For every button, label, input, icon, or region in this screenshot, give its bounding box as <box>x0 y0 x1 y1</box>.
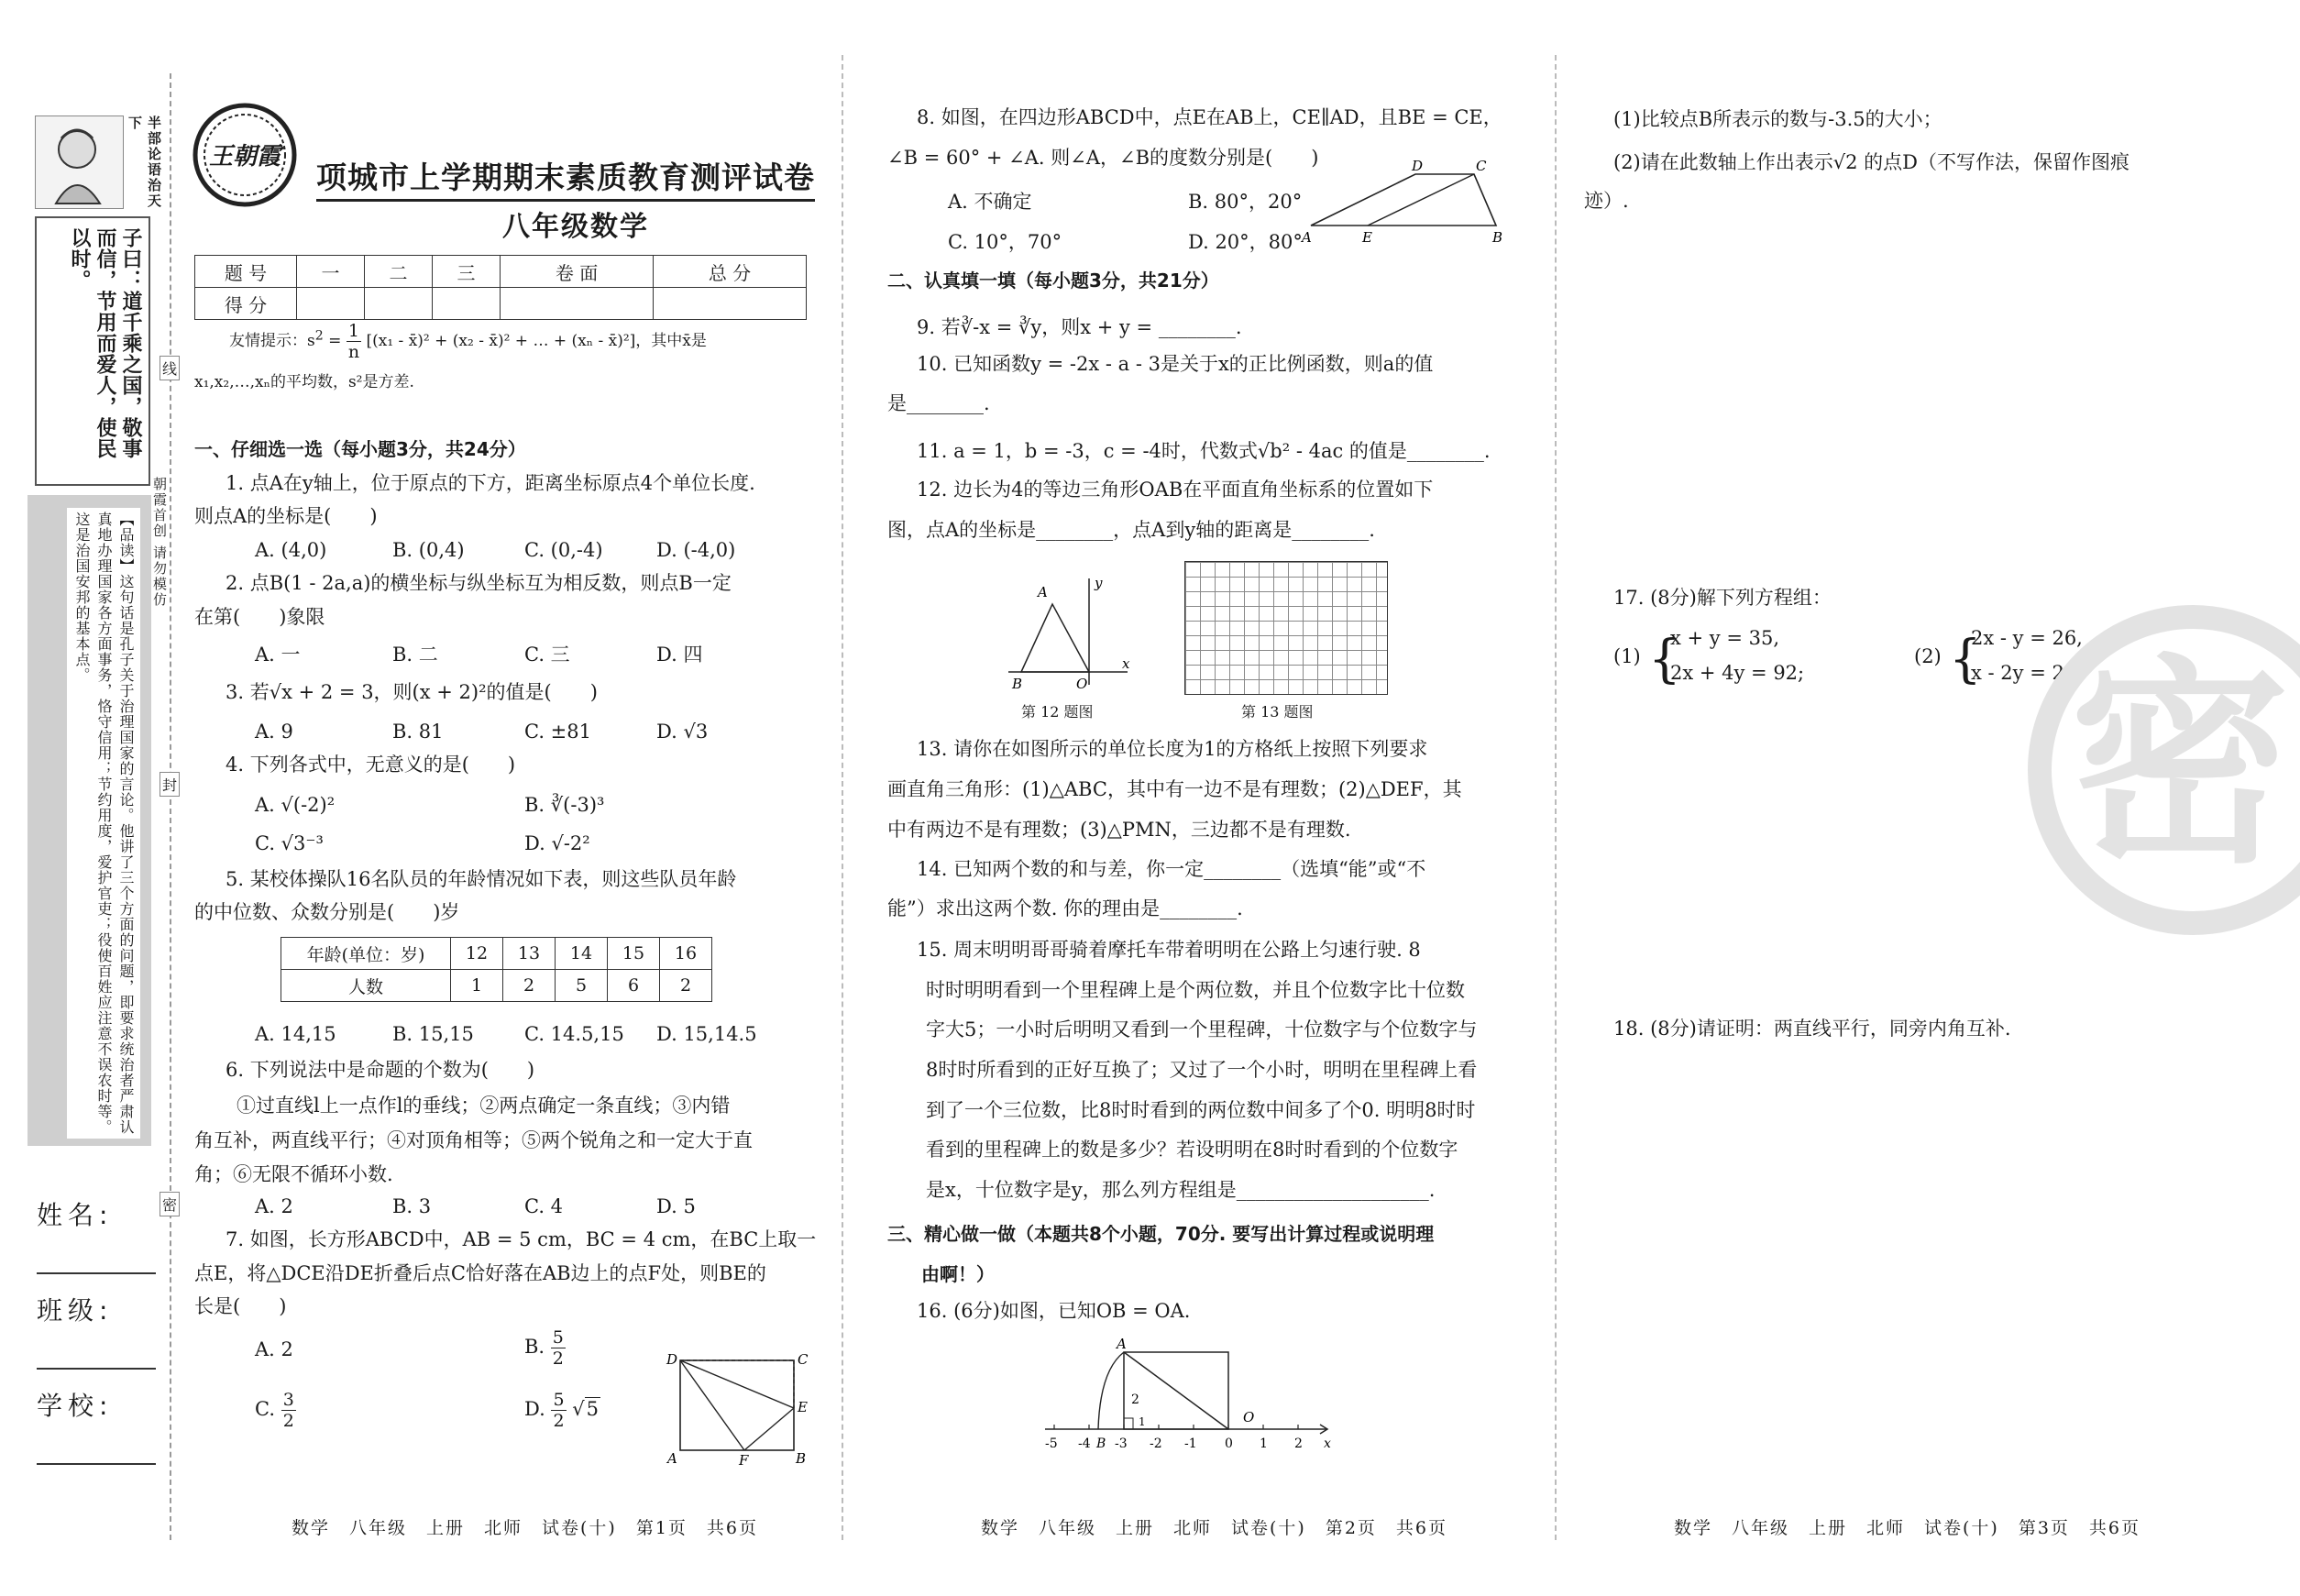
q6-stem: 6. 下列说法中是命题的个数为( ) <box>226 1059 535 1081</box>
q7-line-a: 7. 如图，长方形ABCD中，AB = 5 cm，BC = 4 cm，在BC上取一 <box>226 1228 817 1250</box>
score-table <box>194 255 807 320</box>
fig12-label-a: A <box>1038 584 1048 600</box>
score-head-2: 二 <box>365 256 433 288</box>
q8-option-b[interactable]: B. 80°，20° <box>1188 191 1303 213</box>
q5-line-a: 5. 某校体操队16名队员的年龄情况如下表，则这些队员年龄 <box>226 868 737 890</box>
age-count-13: 2 <box>503 970 556 1002</box>
q15-line-a: 15. 周末明明哥哥骑着摩托车带着明明在公路上匀速行驶. 8 <box>917 939 1421 961</box>
fig7-label-e: E <box>798 1399 808 1415</box>
q6-option-b[interactable]: B. 3 <box>392 1195 432 1217</box>
age-head-12: 12 <box>451 938 503 970</box>
class-field[interactable] <box>37 1291 156 1370</box>
q12-line-a: 12. 边长为4的等边三角形OAB在平面直角坐标系的位置如下 <box>917 479 1434 501</box>
q6-line-b: ①过直线l上一点作l的垂线；②两点确定一条直线；③内错 <box>237 1095 731 1117</box>
q14-line-b: 能”）求出这两个数. 你的理由是________. <box>887 897 1243 919</box>
q9: 9. 若∛-x = ∛y，则x + y = ________. <box>917 316 1242 338</box>
q13-line-c: 中有两边不是有理数；(3)△PMN，三边都不是有理数. <box>887 819 1351 841</box>
fig16-label-o: O <box>1243 1409 1255 1425</box>
q3-stem: 3. 若√x + 2 = 3，则(x + 2)²的值是( ) <box>226 681 598 703</box>
q11: 11. a = 1，b = -3，c = -4时，代数式√b² - 4ac 的值是________. <box>917 440 1491 462</box>
q16-part-2b: 迹）. <box>1584 190 1629 212</box>
q7-line-c: 长是( ) <box>194 1295 287 1317</box>
q13-line-a: 13. 请你在如图所示的单位长度为1的方格纸上按照下列要求 <box>917 738 1428 760</box>
fig16-number-line <box>1036 1334 1338 1453</box>
q2-option-b[interactable]: B. 二 <box>392 644 438 666</box>
sidebar-portrait <box>35 116 124 209</box>
q6-line-d: 角；⑥无限不循环小数. <box>194 1163 393 1185</box>
fig8-label-c: C <box>1476 158 1487 174</box>
q4-option-a[interactable]: A. √(-2)² <box>255 794 336 816</box>
score-row-label: 得 分 <box>195 288 297 320</box>
q2-line-a: 2. 点B(1 - 2a,a)的横坐标与纵坐标互为相反数，则点B一定 <box>226 572 732 594</box>
fig16-label-x: x <box>1324 1436 1331 1451</box>
column-divider-1 <box>842 55 843 1540</box>
fig12-label-y: y <box>1095 575 1103 591</box>
hint-line-1: 友情提示：$s^2$ = $\frac{1}{n}$ [(x₁ - x̄)² + (x₂ - x̄)² + … + (xₙ - x̄)²]，其中x̄是 <box>229 321 707 362</box>
page-footer-3: 数学 八年级 上册 北师 试卷(十) 第3页 共6页 <box>1674 1518 2141 1538</box>
score-cell-4[interactable] <box>501 288 654 320</box>
score-cell-2[interactable] <box>365 288 433 320</box>
quote-box <box>35 216 150 486</box>
q15-line-e: 到了一个三位数，比8时时看到的两位数中间多了个0. 明明8时时 <box>926 1099 1476 1121</box>
fig12-label-o: O <box>1076 676 1088 692</box>
fig13-caption: 第 13 题图 <box>1241 703 1314 721</box>
age-table <box>281 937 712 1002</box>
page-footer-2: 数学 八年级 上册 北师 试卷(十) 第2页 共6页 <box>981 1518 1448 1538</box>
fig16-tick-1: 1 <box>1260 1436 1268 1451</box>
q12-line-b: 图，点A的坐标是________，点A到y轴的距离是________. <box>887 519 1375 541</box>
quote-text: 子曰：道千乘之国，敬事而信，节用而爱人，使民以时。 <box>68 227 142 459</box>
school-label: 学校: <box>37 1391 114 1421</box>
sidebar-corner-title: 半部论语治天下 <box>127 116 162 209</box>
fig12-label-x: x <box>1122 655 1130 672</box>
fig16-tick-m3: -3 <box>1115 1436 1128 1451</box>
q10-line-b: 是________. <box>887 392 990 414</box>
commentary-text: 【品读】这句话是孔子关于治理国家的言论。他讲了三个方面的问题，即要求统治者严肃认真地办理国家各方面事务，恪守信用；节约用度，爱护官吏；役使百姓应注意不误农时等。这是治国安邦的基本点。 <box>67 508 140 1139</box>
q4-option-d[interactable]: D. √-2² <box>524 832 590 854</box>
commentary-box <box>28 495 151 1146</box>
q7-option-a[interactable]: A. 2 <box>255 1338 293 1360</box>
fig16-label-2: 2 <box>1131 1392 1139 1407</box>
q4-stem: 4. 下列各式中，无意义的是( ) <box>226 754 516 776</box>
logo-text: 王朝霞 <box>208 143 281 171</box>
q2-option-d[interactable]: D. 四 <box>656 644 703 666</box>
fig8-label-d: D <box>1412 158 1424 174</box>
score-cell-1[interactable] <box>297 288 365 320</box>
fig7-label-a: A <box>667 1450 677 1465</box>
fig16-tick-2: 2 <box>1294 1436 1303 1451</box>
side-note: 朝霞首创 请勿模仿 <box>151 477 168 608</box>
q2-line-b: 在第( )象限 <box>194 606 325 628</box>
fig12 <box>999 573 1137 692</box>
seal-mark-feng: 封 <box>160 772 180 797</box>
q1-line-b: 则点A的坐标是( ) <box>194 505 378 527</box>
secret-watermark: 密 <box>2028 605 2300 935</box>
fig16-tick-m1: -1 <box>1184 1436 1197 1451</box>
fig16-label-b: B <box>1096 1436 1106 1451</box>
fig7-label-f: F <box>739 1452 749 1465</box>
fig7-label-c: C <box>798 1351 809 1368</box>
fig16-tick-m2: -2 <box>1150 1436 1162 1451</box>
exam-subtitle: 八年级数学 <box>502 211 649 243</box>
q6-option-c[interactable]: C. 4 <box>524 1195 564 1217</box>
q8-option-d[interactable]: D. 20°，80° <box>1188 231 1303 253</box>
page-footer-1: 数学 八年级 上册 北师 试卷(十) 第1页 共6页 <box>292 1518 759 1538</box>
q15-line-f: 看到的里程碑上的数是多少？若设明明在8时时看到的个位数字 <box>926 1139 1458 1161</box>
q15-line-b: 时时明明看到一个里程碑上是个两位数，并且个位数字比十位数 <box>926 979 1465 1001</box>
q7-line-b: 点E，将△DCE沿DE折叠后点C恰好落在AB边上的点F处，则BE的 <box>194 1262 766 1284</box>
score-head-3: 三 <box>433 256 501 288</box>
q2-option-a[interactable]: A. 一 <box>255 644 301 666</box>
q1-option-a[interactable]: A. (4,0) <box>255 539 327 561</box>
q1-option-d[interactable]: D. (-4,0) <box>656 539 736 561</box>
q3-option-c[interactable]: C. ±81 <box>524 721 591 743</box>
scholar-icon <box>36 116 123 208</box>
q14-line-a: 14. 已知两个数的和与差，你一定________（选填“能”或“不 <box>917 858 1426 880</box>
q16-stem: 16. (6分)如图，已知OB = OA. <box>917 1300 1191 1322</box>
name-label: 姓名: <box>37 1200 114 1230</box>
seal-line <box>170 73 171 1540</box>
q4-option-b[interactable]: B. ∛(-3)³ <box>524 794 605 816</box>
q8-line-a: 8. 如图，在四边形ABCD中，点E在AB上，CE∥AD，且BE = CE， <box>917 106 1502 128</box>
q18-stem: 18. (8分)请证明：两直线平行，同旁内角互补. <box>1613 1018 2011 1040</box>
score-head-4: 卷 面 <box>501 256 654 288</box>
q4-option-c[interactable]: C. √3⁻³ <box>255 832 324 854</box>
q2-option-c[interactable]: C. 三 <box>524 644 570 666</box>
q5-option-b[interactable]: B. 15,15 <box>392 1023 474 1045</box>
q3-option-a[interactable]: A. 9 <box>255 721 293 743</box>
fig16-tick-0: 0 <box>1225 1436 1233 1451</box>
age-count-12: 1 <box>451 970 503 1002</box>
score-head-0: 题 号 <box>195 256 297 288</box>
q16-part-2a: (2)请在此数轴上作出表示√2 的点D（不写作法，保留作图痕 <box>1613 151 2129 173</box>
score-head-1: 一 <box>297 256 365 288</box>
section-2-heading: 二、认真填一填（每小题3分，共21分） <box>887 270 1219 292</box>
seal-mark-xian: 线 <box>160 356 180 380</box>
q13-line-b: 画直角三角形：(1)△ABC，其中有一边不是有理数；(2)△DEF，其 <box>887 778 1462 800</box>
q3-option-d[interactable]: D. √3 <box>656 721 709 743</box>
q5-line-b: 的中位数、众数分别是( )岁 <box>194 901 460 923</box>
q8-option-c[interactable]: C. 10°，70° <box>948 231 1062 253</box>
class-label: 班级: <box>37 1295 114 1326</box>
fig8-label-e: E <box>1362 229 1372 246</box>
q1-option-b[interactable]: B. (0,4) <box>392 539 465 561</box>
school-field[interactable] <box>37 1386 156 1465</box>
q7-option-c[interactable]: C. $\frac{3}{2}$ <box>255 1390 294 1431</box>
fig7-label-d: D <box>666 1351 678 1368</box>
fig13-grid[interactable] <box>1184 561 1388 695</box>
age-head-15: 15 <box>608 938 660 970</box>
q3-option-b[interactable]: B. 81 <box>392 721 444 743</box>
name-field[interactable] <box>37 1195 156 1274</box>
score-cell-5[interactable] <box>654 288 807 320</box>
fig16-tick-m5: -5 <box>1045 1436 1058 1451</box>
q15-line-d: 8时时所看到的正好互换了；又过了一个小时，明明在里程碑上看 <box>926 1059 1478 1081</box>
q5-option-c[interactable]: C. 14.5,15 <box>524 1023 624 1045</box>
q7-figure <box>662 1346 809 1465</box>
q5-option-d[interactable]: D. 15,14.5 <box>656 1023 757 1045</box>
q1-option-c[interactable]: C. (0,-4) <box>524 539 603 561</box>
q8-option-a[interactable]: A. 不确定 <box>948 191 1032 213</box>
q7-option-d[interactable]: D. $\frac{5}{2}$ √5 <box>524 1390 599 1431</box>
fig16-label-a: A <box>1117 1336 1127 1352</box>
q15-line-g: 是x，十位数字是y，那么列方程组是____________________. <box>926 1179 1436 1201</box>
q1-line-a: 1. 点A在y轴上，位于原点的下方，距离坐标原点4个单位长度. <box>226 472 755 494</box>
age-head-label: 年龄(单位：岁) <box>281 938 451 970</box>
q6-option-a[interactable]: A. 2 <box>255 1195 293 1217</box>
fig12-caption: 第 12 题图 <box>1021 703 1094 721</box>
fig7-label-b: B <box>796 1450 807 1465</box>
q5-option-a[interactable]: A. 14,15 <box>255 1023 336 1045</box>
score-head-5: 总 分 <box>654 256 807 288</box>
fig8-label-b: B <box>1492 229 1503 246</box>
age-head-14: 14 <box>556 938 608 970</box>
section-3-heading-a: 三、精心做一做（本题共8个小题，70分. 要写出计算过程或说明理 <box>887 1223 1435 1245</box>
fig12-label-b: B <box>1012 676 1023 692</box>
q7-option-b[interactable]: B. $\frac{5}{2}$ <box>524 1327 564 1369</box>
brand-logo <box>191 101 299 209</box>
hint-line-2: x₁,x₂,…,xₙ的平均数，s²是方差. <box>194 373 414 391</box>
fig16-tick-m4: -4 <box>1078 1436 1091 1451</box>
column-divider-2 <box>1555 55 1557 1540</box>
age-head-13: 13 <box>503 938 556 970</box>
section-1-heading: 一、仔细选一选（每小题3分，共24分） <box>194 438 526 460</box>
exam-title: 项城市上学期期末素质教育测评试卷 <box>316 154 815 202</box>
fig16-label-1: 1 <box>1139 1415 1146 1428</box>
q6-line-c: 角互补，两直线平行；④对顶角相等；⑤两个锐角之和一定大于直 <box>194 1129 753 1151</box>
score-cell-3[interactable] <box>433 288 501 320</box>
q16-part-1: (1)比较点B所表示的数与-3.5的大小； <box>1613 108 1942 130</box>
fig8-label-a: A <box>1302 229 1312 246</box>
age-count-15: 6 <box>608 970 660 1002</box>
q17-stem: 17. (8分)解下列方程组： <box>1613 587 1832 609</box>
age-head-16: 16 <box>660 938 712 970</box>
seal-mark-mi: 密 <box>160 1192 180 1216</box>
q10-line-a: 10. 已知函数y = -2x - a - 3是关于x的正比例函数，则a的值 <box>917 353 1434 375</box>
q6-option-d[interactable]: D. 5 <box>656 1195 696 1217</box>
age-row-label: 人数 <box>281 970 451 1002</box>
q8-figure <box>1294 158 1533 249</box>
age-count-14: 5 <box>556 970 608 1002</box>
q15-line-c: 字大5；一小时后明明又看到一个里程碑，十位数字与个位数字与 <box>926 1018 1478 1040</box>
q8-line-b: ∠B = 60° + ∠A. 则∠A，∠B的度数分别是( ) <box>887 147 1319 169</box>
age-count-16: 2 <box>660 970 712 1002</box>
section-3-heading-b: 由啊！） <box>921 1263 995 1285</box>
